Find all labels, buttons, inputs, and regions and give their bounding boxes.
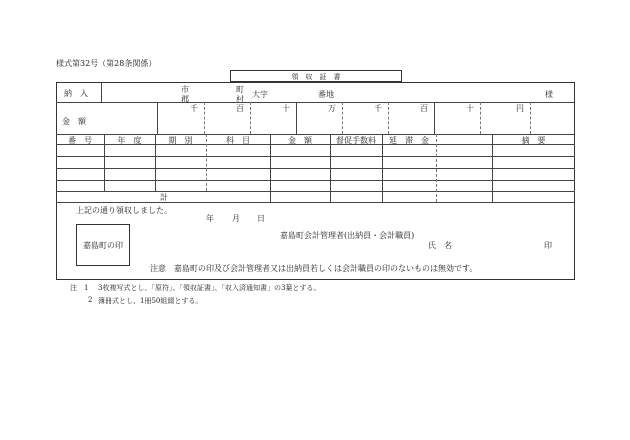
digit-divider xyxy=(204,102,205,134)
seal-label: 嘉島町の印 xyxy=(83,241,123,250)
column-divider xyxy=(270,134,271,202)
table-header-cell: 科 目 xyxy=(226,136,250,145)
amount-unit-label: 百 xyxy=(236,104,244,113)
table-header-cell: 番 号 xyxy=(68,136,92,145)
sama-label: 様 xyxy=(545,90,553,99)
column-divider xyxy=(436,134,437,202)
seal-mark: 印 xyxy=(544,241,552,250)
table-header-cell: 年 度 xyxy=(117,136,142,145)
form-number: 様式第32号（第28条関係） xyxy=(56,59,157,68)
digit-divider xyxy=(530,102,531,134)
city-label: 市 xyxy=(181,85,189,94)
table-row xyxy=(56,191,575,192)
date-month: 月 xyxy=(232,214,240,223)
table-header-cell: 期 別 xyxy=(168,136,193,145)
payer-label: 納 入 xyxy=(64,89,88,98)
digit-divider xyxy=(296,102,297,134)
note-2-number: 2 xyxy=(88,296,93,304)
digit-divider xyxy=(342,102,343,134)
column-divider xyxy=(330,134,331,202)
caution-text: 注意 嘉島町の印及び会計管理者又は出納員若しくは会計職員の印のないものは無効です。 xyxy=(150,264,478,273)
banchi-label: 番地 xyxy=(318,90,334,99)
table-header-cell: 延 滞 金 xyxy=(389,136,429,145)
digit-divider xyxy=(480,102,481,134)
note-1-text: 3枚複写式とし、「原符」、「領収証書」、「収入済通知書」の3葉とする。 xyxy=(98,284,321,292)
amount-unit-label: 千 xyxy=(190,104,198,113)
column-divider xyxy=(104,134,105,191)
seal-box xyxy=(76,224,130,266)
table-header-cell: 督促手数料 xyxy=(336,136,376,145)
amount-unit-label: 百 xyxy=(420,104,428,113)
table-row xyxy=(56,156,575,157)
table-header-cell: 金 額 xyxy=(288,136,312,145)
receipt-statement: 上記の通り領収しました。 xyxy=(76,206,172,215)
table-header-cell: 摘 要 xyxy=(521,136,546,145)
official-title: 嘉島町会計管理者(出納員・会計職員) xyxy=(280,231,415,240)
digit-divider xyxy=(250,102,251,134)
title-box xyxy=(230,70,402,82)
note-1-number: 注 1 xyxy=(70,284,89,292)
divider xyxy=(56,102,575,103)
column-divider xyxy=(206,134,207,191)
name-label: 氏 名 xyxy=(428,241,452,250)
table-row xyxy=(56,168,575,169)
divider xyxy=(101,82,102,102)
amount-unit-label: 千 xyxy=(374,104,382,113)
amount-label: 金 額 xyxy=(62,117,86,126)
column-divider xyxy=(492,134,493,202)
village-label: 村 xyxy=(236,95,244,104)
page-title: 領 収 証 書 xyxy=(291,73,341,81)
column-divider xyxy=(155,134,156,191)
table-row xyxy=(56,180,575,181)
oaza-label: 大字 xyxy=(252,90,268,99)
town-label: 町 xyxy=(236,85,244,94)
column-divider xyxy=(382,134,383,202)
amount-unit-label: 万 xyxy=(328,104,336,113)
date-day: 日 xyxy=(257,214,265,223)
receipt-frame xyxy=(56,82,575,280)
date-year: 年 xyxy=(206,214,214,223)
amount-unit-label: 十 xyxy=(466,104,474,113)
digit-divider xyxy=(388,102,389,134)
divider xyxy=(157,102,158,134)
divider xyxy=(56,144,575,145)
amount-unit-label: 円 xyxy=(516,104,524,113)
digit-divider xyxy=(434,102,435,134)
note-2-text: 簿冊式とし、1冊50組綴とする。 xyxy=(98,297,203,305)
amount-unit-label: 十 xyxy=(282,104,290,113)
table-row xyxy=(56,202,575,203)
total-label: 計 xyxy=(160,193,168,202)
district-label: 郡 xyxy=(181,95,189,104)
